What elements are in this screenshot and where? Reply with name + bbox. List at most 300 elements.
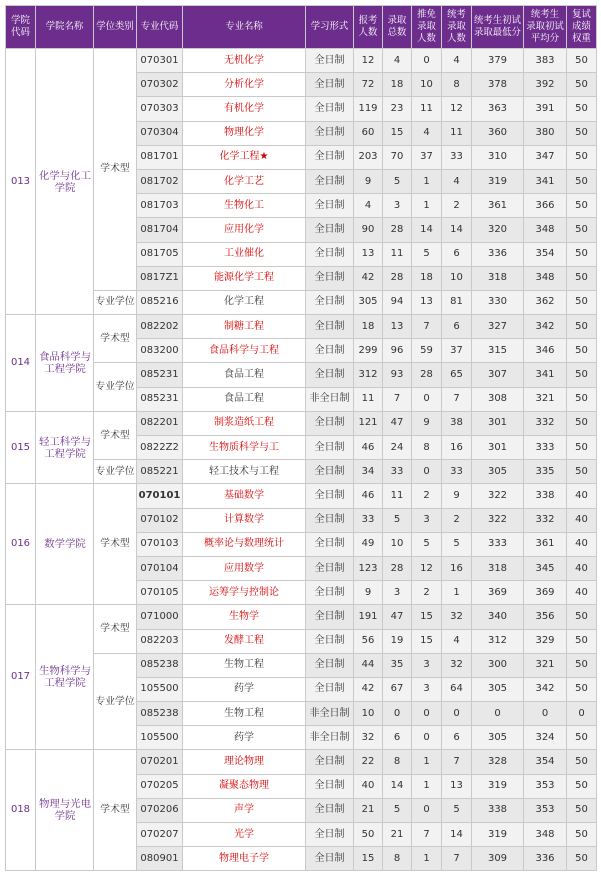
exam-admitted: 16	[442, 436, 472, 460]
major-name: 生物质科学与工	[183, 436, 306, 460]
admitted-total: 10	[383, 532, 412, 556]
school-code: 015	[6, 411, 36, 484]
study-mode: 全日制	[306, 169, 354, 193]
degree-type: 专业学位	[94, 290, 137, 314]
header-retest-weight-line: 复试	[572, 9, 591, 20]
exempt-admitted: 3	[412, 653, 442, 677]
major-code: 080901	[137, 847, 183, 871]
avg-score: 354	[524, 242, 567, 266]
min-score: 305	[472, 460, 524, 484]
min-score: 333	[472, 532, 524, 556]
major-name: 声学	[183, 798, 306, 822]
admitted-total: 13	[383, 315, 412, 339]
exempt-admitted: 15	[412, 629, 442, 653]
exam-admitted: 7	[442, 750, 472, 774]
degree-type: 学术型	[94, 315, 137, 363]
avg-score: 347	[524, 145, 567, 169]
exam-admitted: 2	[442, 194, 472, 218]
retest-weight: 50	[567, 411, 597, 435]
applicants: 90	[354, 218, 383, 242]
exempt-admitted: 2	[412, 484, 442, 508]
avg-score: 321	[524, 653, 567, 677]
degree-type: 学术型	[94, 484, 137, 605]
exempt-admitted: 11	[412, 97, 442, 121]
school-name	[36, 49, 94, 315]
exempt-admitted: 59	[412, 339, 442, 363]
major-code: 085216	[137, 290, 183, 314]
admitted-total: 4	[383, 49, 412, 73]
header-applicants-line: 报考	[358, 15, 378, 26]
degree-type: 专业学位	[94, 653, 137, 750]
applicants: 50	[354, 823, 383, 847]
header-retest-weight-line: 成绩	[572, 21, 591, 32]
study-mode: 全日制	[306, 653, 354, 677]
admitted-total: 3	[383, 194, 412, 218]
study-mode: 全日制	[306, 97, 354, 121]
exam-admitted: 4	[442, 169, 472, 193]
retest-weight: 50	[567, 339, 597, 363]
min-score: 0	[472, 702, 524, 726]
min-score: 318	[472, 266, 524, 290]
avg-score: 321	[524, 387, 567, 411]
retest-weight: 40	[567, 556, 597, 580]
applicants: 312	[354, 363, 383, 387]
exam-admitted: 7	[442, 847, 472, 871]
major-code: 081702	[137, 169, 183, 193]
school-name-line: 生物科学与	[39, 665, 91, 678]
major-code: 070304	[137, 121, 183, 145]
school-name	[36, 315, 94, 412]
major-name: 理论物理	[183, 750, 306, 774]
retest-weight: 40	[567, 508, 597, 532]
school-name	[36, 484, 94, 605]
major-code: 070201	[137, 750, 183, 774]
major-code: 105500	[137, 726, 183, 750]
study-mode: 非全日制	[306, 726, 354, 750]
exempt-admitted: 9	[412, 411, 442, 435]
study-mode: 全日制	[306, 508, 354, 532]
avg-score: 346	[524, 339, 567, 363]
avg-score: 362	[524, 290, 567, 314]
retest-weight: 40	[567, 484, 597, 508]
study-mode: 全日制	[306, 411, 354, 435]
header-school-code-line: 学院	[11, 15, 30, 26]
header-avg-score-line: 平均分	[530, 33, 560, 44]
exam-admitted: 6	[442, 315, 472, 339]
degree-type: 专业学位	[94, 460, 137, 484]
exempt-admitted: 5	[412, 242, 442, 266]
exam-admitted: 81	[442, 290, 472, 314]
retest-weight: 50	[567, 629, 597, 653]
major-name: 运筹学与控制论	[183, 581, 306, 605]
avg-score: 324	[524, 726, 567, 750]
avg-score: 338	[524, 484, 567, 508]
header-degree-type-line: 学位类别	[96, 21, 134, 32]
major-code: 085221	[137, 460, 183, 484]
school-name-line: 轻工科学与	[39, 435, 91, 448]
major-name: 生物工程	[183, 653, 306, 677]
study-mode: 全日制	[306, 145, 354, 169]
major-code: 070206	[137, 798, 183, 822]
exam-admitted: 0	[442, 702, 472, 726]
exempt-admitted: 3	[412, 508, 442, 532]
major-name: 食品工程	[183, 387, 306, 411]
avg-score: 336	[524, 847, 567, 871]
major-code: 081704	[137, 218, 183, 242]
study-mode: 全日制	[306, 629, 354, 653]
major-name: 生物工程	[183, 702, 306, 726]
exam-admitted: 38	[442, 411, 472, 435]
header-row	[6, 6, 597, 49]
avg-score: 353	[524, 798, 567, 822]
study-mode: 全日制	[306, 242, 354, 266]
header-avg-score	[524, 6, 567, 49]
exam-admitted: 6	[442, 726, 472, 750]
major-code: 085231	[137, 363, 183, 387]
min-score: 378	[472, 73, 524, 97]
avg-score: 380	[524, 121, 567, 145]
study-mode: 全日制	[306, 290, 354, 314]
exempt-admitted: 1	[412, 194, 442, 218]
min-score: 338	[472, 798, 524, 822]
major-code: 081701	[137, 145, 183, 169]
school-code: 016	[6, 484, 36, 605]
exempt-admitted: 13	[412, 290, 442, 314]
header-degree-type	[94, 6, 137, 49]
major-code: 083200	[137, 339, 183, 363]
table-row	[6, 605, 597, 629]
min-score: 320	[472, 218, 524, 242]
study-mode: 全日制	[306, 532, 354, 556]
header-school-name	[36, 6, 94, 49]
min-score: 310	[472, 145, 524, 169]
degree-type: 学术型	[94, 605, 137, 653]
applicants: 11	[354, 387, 383, 411]
header-major-code-line: 专业代码	[140, 21, 179, 32]
exempt-admitted: 12	[412, 556, 442, 580]
major-name: 应用化学	[183, 218, 306, 242]
major-name: 物理化学	[183, 121, 306, 145]
table-row	[6, 363, 597, 387]
major-name: 概率论与数理统计	[183, 532, 306, 556]
admitted-total: 94	[383, 290, 412, 314]
table-row	[6, 750, 597, 774]
major-code: 105500	[137, 677, 183, 701]
exempt-admitted: 2	[412, 581, 442, 605]
admitted-total: 18	[383, 73, 412, 97]
applicants: 18	[354, 315, 383, 339]
admitted-total: 96	[383, 339, 412, 363]
avg-score: 366	[524, 194, 567, 218]
applicants: 42	[354, 266, 383, 290]
min-score: 340	[472, 605, 524, 629]
applicants: 9	[354, 169, 383, 193]
avg-score: 369	[524, 581, 567, 605]
exam-admitted: 7	[442, 387, 472, 411]
school-name-line: 工程学院	[44, 677, 86, 690]
applicants: 191	[354, 605, 383, 629]
exempt-admitted: 15	[412, 605, 442, 629]
study-mode: 非全日制	[306, 702, 354, 726]
avg-score: 0	[524, 702, 567, 726]
retest-weight: 50	[567, 121, 597, 145]
study-mode: 全日制	[306, 750, 354, 774]
retest-weight: 50	[567, 266, 597, 290]
min-score: 305	[472, 677, 524, 701]
min-score: 315	[472, 339, 524, 363]
applicants: 44	[354, 653, 383, 677]
applicants: 4	[354, 194, 383, 218]
exam-admitted: 9	[442, 484, 472, 508]
study-mode: 全日制	[306, 436, 354, 460]
school-code: 013	[6, 49, 36, 315]
avg-score: 348	[524, 266, 567, 290]
admitted-total: 33	[383, 460, 412, 484]
exam-admitted: 65	[442, 363, 472, 387]
min-score: 305	[472, 726, 524, 750]
applicants: 10	[354, 702, 383, 726]
min-score: 319	[472, 169, 524, 193]
exam-admitted: 14	[442, 823, 472, 847]
applicants: 121	[354, 411, 383, 435]
major-name: 制浆造纸工程	[183, 411, 306, 435]
study-mode: 全日制	[306, 556, 354, 580]
table-body	[6, 49, 597, 871]
exempt-admitted: 8	[412, 436, 442, 460]
avg-score: 348	[524, 823, 567, 847]
header-applicants	[354, 6, 383, 49]
major-name: 计算数学	[183, 508, 306, 532]
header-exempt-admitted-line: 推免	[417, 9, 436, 20]
min-score: 322	[472, 484, 524, 508]
min-score: 330	[472, 290, 524, 314]
retest-weight: 40	[567, 532, 597, 556]
exam-admitted: 32	[442, 653, 472, 677]
exempt-admitted: 7	[412, 823, 442, 847]
exam-admitted: 33	[442, 145, 472, 169]
major-code: 070104	[137, 556, 183, 580]
admission-table	[5, 5, 597, 871]
exam-admitted: 32	[442, 605, 472, 629]
admitted-total: 23	[383, 97, 412, 121]
major-name: 制糖工程	[183, 315, 306, 339]
major-code: 070101	[137, 484, 183, 508]
header-exempt-admitted	[412, 6, 442, 49]
header-exam-admitted	[442, 6, 472, 49]
applicants: 203	[354, 145, 383, 169]
exempt-admitted: 37	[412, 145, 442, 169]
school-name-line: 工程学院	[44, 362, 86, 375]
study-mode: 全日制	[306, 49, 354, 73]
header-school-code	[6, 6, 36, 49]
admitted-total: 15	[383, 121, 412, 145]
study-mode: 全日制	[306, 218, 354, 242]
avg-score: 329	[524, 629, 567, 653]
min-score: 360	[472, 121, 524, 145]
retest-weight: 50	[567, 97, 597, 121]
header-study-mode	[306, 6, 354, 49]
major-code: 082202	[137, 315, 183, 339]
exempt-admitted: 1	[412, 847, 442, 871]
school-name-line: 物理与光电	[39, 798, 91, 811]
retest-weight: 50	[567, 363, 597, 387]
applicants: 49	[354, 532, 383, 556]
min-score: 322	[472, 508, 524, 532]
applicants: 9	[354, 581, 383, 605]
avg-score: 342	[524, 677, 567, 701]
min-score: 319	[472, 823, 524, 847]
admitted-total: 14	[383, 774, 412, 798]
exempt-admitted: 7	[412, 315, 442, 339]
major-code: 082201	[137, 411, 183, 435]
retest-weight: 50	[567, 750, 597, 774]
exam-admitted: 4	[442, 49, 472, 73]
admitted-total: 47	[383, 411, 412, 435]
applicants: 46	[354, 484, 383, 508]
header-retest-weight-line: 权重	[572, 33, 591, 44]
applicants: 305	[354, 290, 383, 314]
school-name-line: 化学与化工	[39, 169, 91, 182]
min-score: 301	[472, 436, 524, 460]
exam-admitted: 64	[442, 677, 472, 701]
major-code: 071000	[137, 605, 183, 629]
avg-score: 348	[524, 218, 567, 242]
major-name: 食品工程	[183, 363, 306, 387]
admitted-total: 28	[383, 266, 412, 290]
degree-type: 专业学位	[94, 363, 137, 411]
table-header	[6, 6, 597, 49]
major-name: 光学	[183, 823, 306, 847]
retest-weight: 50	[567, 218, 597, 242]
major-code: 0817Z1	[137, 266, 183, 290]
retest-weight: 50	[567, 726, 597, 750]
retest-weight: 50	[567, 605, 597, 629]
retest-weight: 50	[567, 774, 597, 798]
applicants: 60	[354, 121, 383, 145]
exam-admitted: 14	[442, 218, 472, 242]
table-row	[6, 484, 597, 508]
admitted-total: 24	[383, 436, 412, 460]
admitted-total: 93	[383, 363, 412, 387]
admitted-total: 6	[383, 726, 412, 750]
admitted-total: 8	[383, 847, 412, 871]
min-score: 369	[472, 581, 524, 605]
study-mode: 全日制	[306, 339, 354, 363]
retest-weight: 40	[567, 581, 597, 605]
exempt-admitted: 28	[412, 363, 442, 387]
applicants: 22	[354, 750, 383, 774]
header-applicants-line: 人数	[358, 27, 378, 38]
admitted-total: 21	[383, 823, 412, 847]
admitted-total: 11	[383, 484, 412, 508]
exempt-admitted: 0	[412, 726, 442, 750]
min-score: 308	[472, 387, 524, 411]
exempt-admitted: 10	[412, 73, 442, 97]
applicants: 15	[354, 847, 383, 871]
applicants: 40	[354, 774, 383, 798]
exempt-admitted: 0	[412, 460, 442, 484]
major-name: 食品科学与工程	[183, 339, 306, 363]
retest-weight: 50	[567, 315, 597, 339]
study-mode: 全日制	[306, 798, 354, 822]
major-code: 085231	[137, 387, 183, 411]
major-name: 凝聚态物理	[183, 774, 306, 798]
header-study-mode-line: 学习形式	[310, 21, 349, 32]
exam-admitted: 16	[442, 556, 472, 580]
study-mode: 全日制	[306, 460, 354, 484]
retest-weight: 50	[567, 73, 597, 97]
avg-score: 333	[524, 436, 567, 460]
applicants: 56	[354, 629, 383, 653]
retest-weight: 50	[567, 387, 597, 411]
major-code: 070205	[137, 774, 183, 798]
admitted-total: 5	[383, 169, 412, 193]
admitted-total: 67	[383, 677, 412, 701]
major-name: 发酵工程	[183, 629, 306, 653]
exempt-admitted: 14	[412, 218, 442, 242]
major-name: 分析化学	[183, 73, 306, 97]
school-name	[36, 605, 94, 750]
exempt-admitted: 0	[412, 798, 442, 822]
admitted-total: 5	[383, 798, 412, 822]
school-name	[36, 411, 94, 484]
study-mode: 全日制	[306, 581, 354, 605]
avg-score: 354	[524, 750, 567, 774]
study-mode: 全日制	[306, 774, 354, 798]
major-name: 工业催化	[183, 242, 306, 266]
retest-weight: 50	[567, 460, 597, 484]
major-name: 药学	[183, 726, 306, 750]
avg-score: 361	[524, 532, 567, 556]
admission-table-container	[5, 5, 597, 871]
major-code: 085238	[137, 702, 183, 726]
avg-score: 392	[524, 73, 567, 97]
school-name-line: 学院	[54, 810, 76, 823]
header-avg-score-line: 录取初试	[526, 21, 564, 32]
avg-score: 341	[524, 169, 567, 193]
major-name: 化学工艺	[183, 169, 306, 193]
admitted-total: 8	[383, 750, 412, 774]
degree-type: 学术型	[94, 750, 137, 871]
avg-score: 353	[524, 774, 567, 798]
applicants: 42	[354, 677, 383, 701]
major-code: 070302	[137, 73, 183, 97]
major-code: 070103	[137, 532, 183, 556]
min-score: 309	[472, 847, 524, 871]
applicants: 299	[354, 339, 383, 363]
study-mode: 全日制	[306, 121, 354, 145]
min-score: 300	[472, 653, 524, 677]
study-mode: 全日制	[306, 315, 354, 339]
applicants: 13	[354, 242, 383, 266]
header-min-score	[472, 6, 524, 49]
table-row	[6, 49, 597, 73]
header-admitted-total	[383, 6, 412, 49]
admitted-total: 0	[383, 702, 412, 726]
retest-weight: 50	[567, 169, 597, 193]
school-code: 014	[6, 315, 36, 412]
header-school-name-line: 学院名称	[45, 21, 84, 32]
major-name: 化学工程★	[183, 145, 306, 169]
exempt-admitted: 0	[412, 49, 442, 73]
school-name-line: 数学学院	[44, 538, 86, 551]
study-mode: 全日制	[306, 605, 354, 629]
header-retest-weight	[567, 6, 597, 49]
retest-weight: 50	[567, 798, 597, 822]
school-name-line: 工程学院	[44, 447, 86, 460]
major-code: 081703	[137, 194, 183, 218]
header-exam-admitted-line: 人数	[447, 33, 466, 44]
